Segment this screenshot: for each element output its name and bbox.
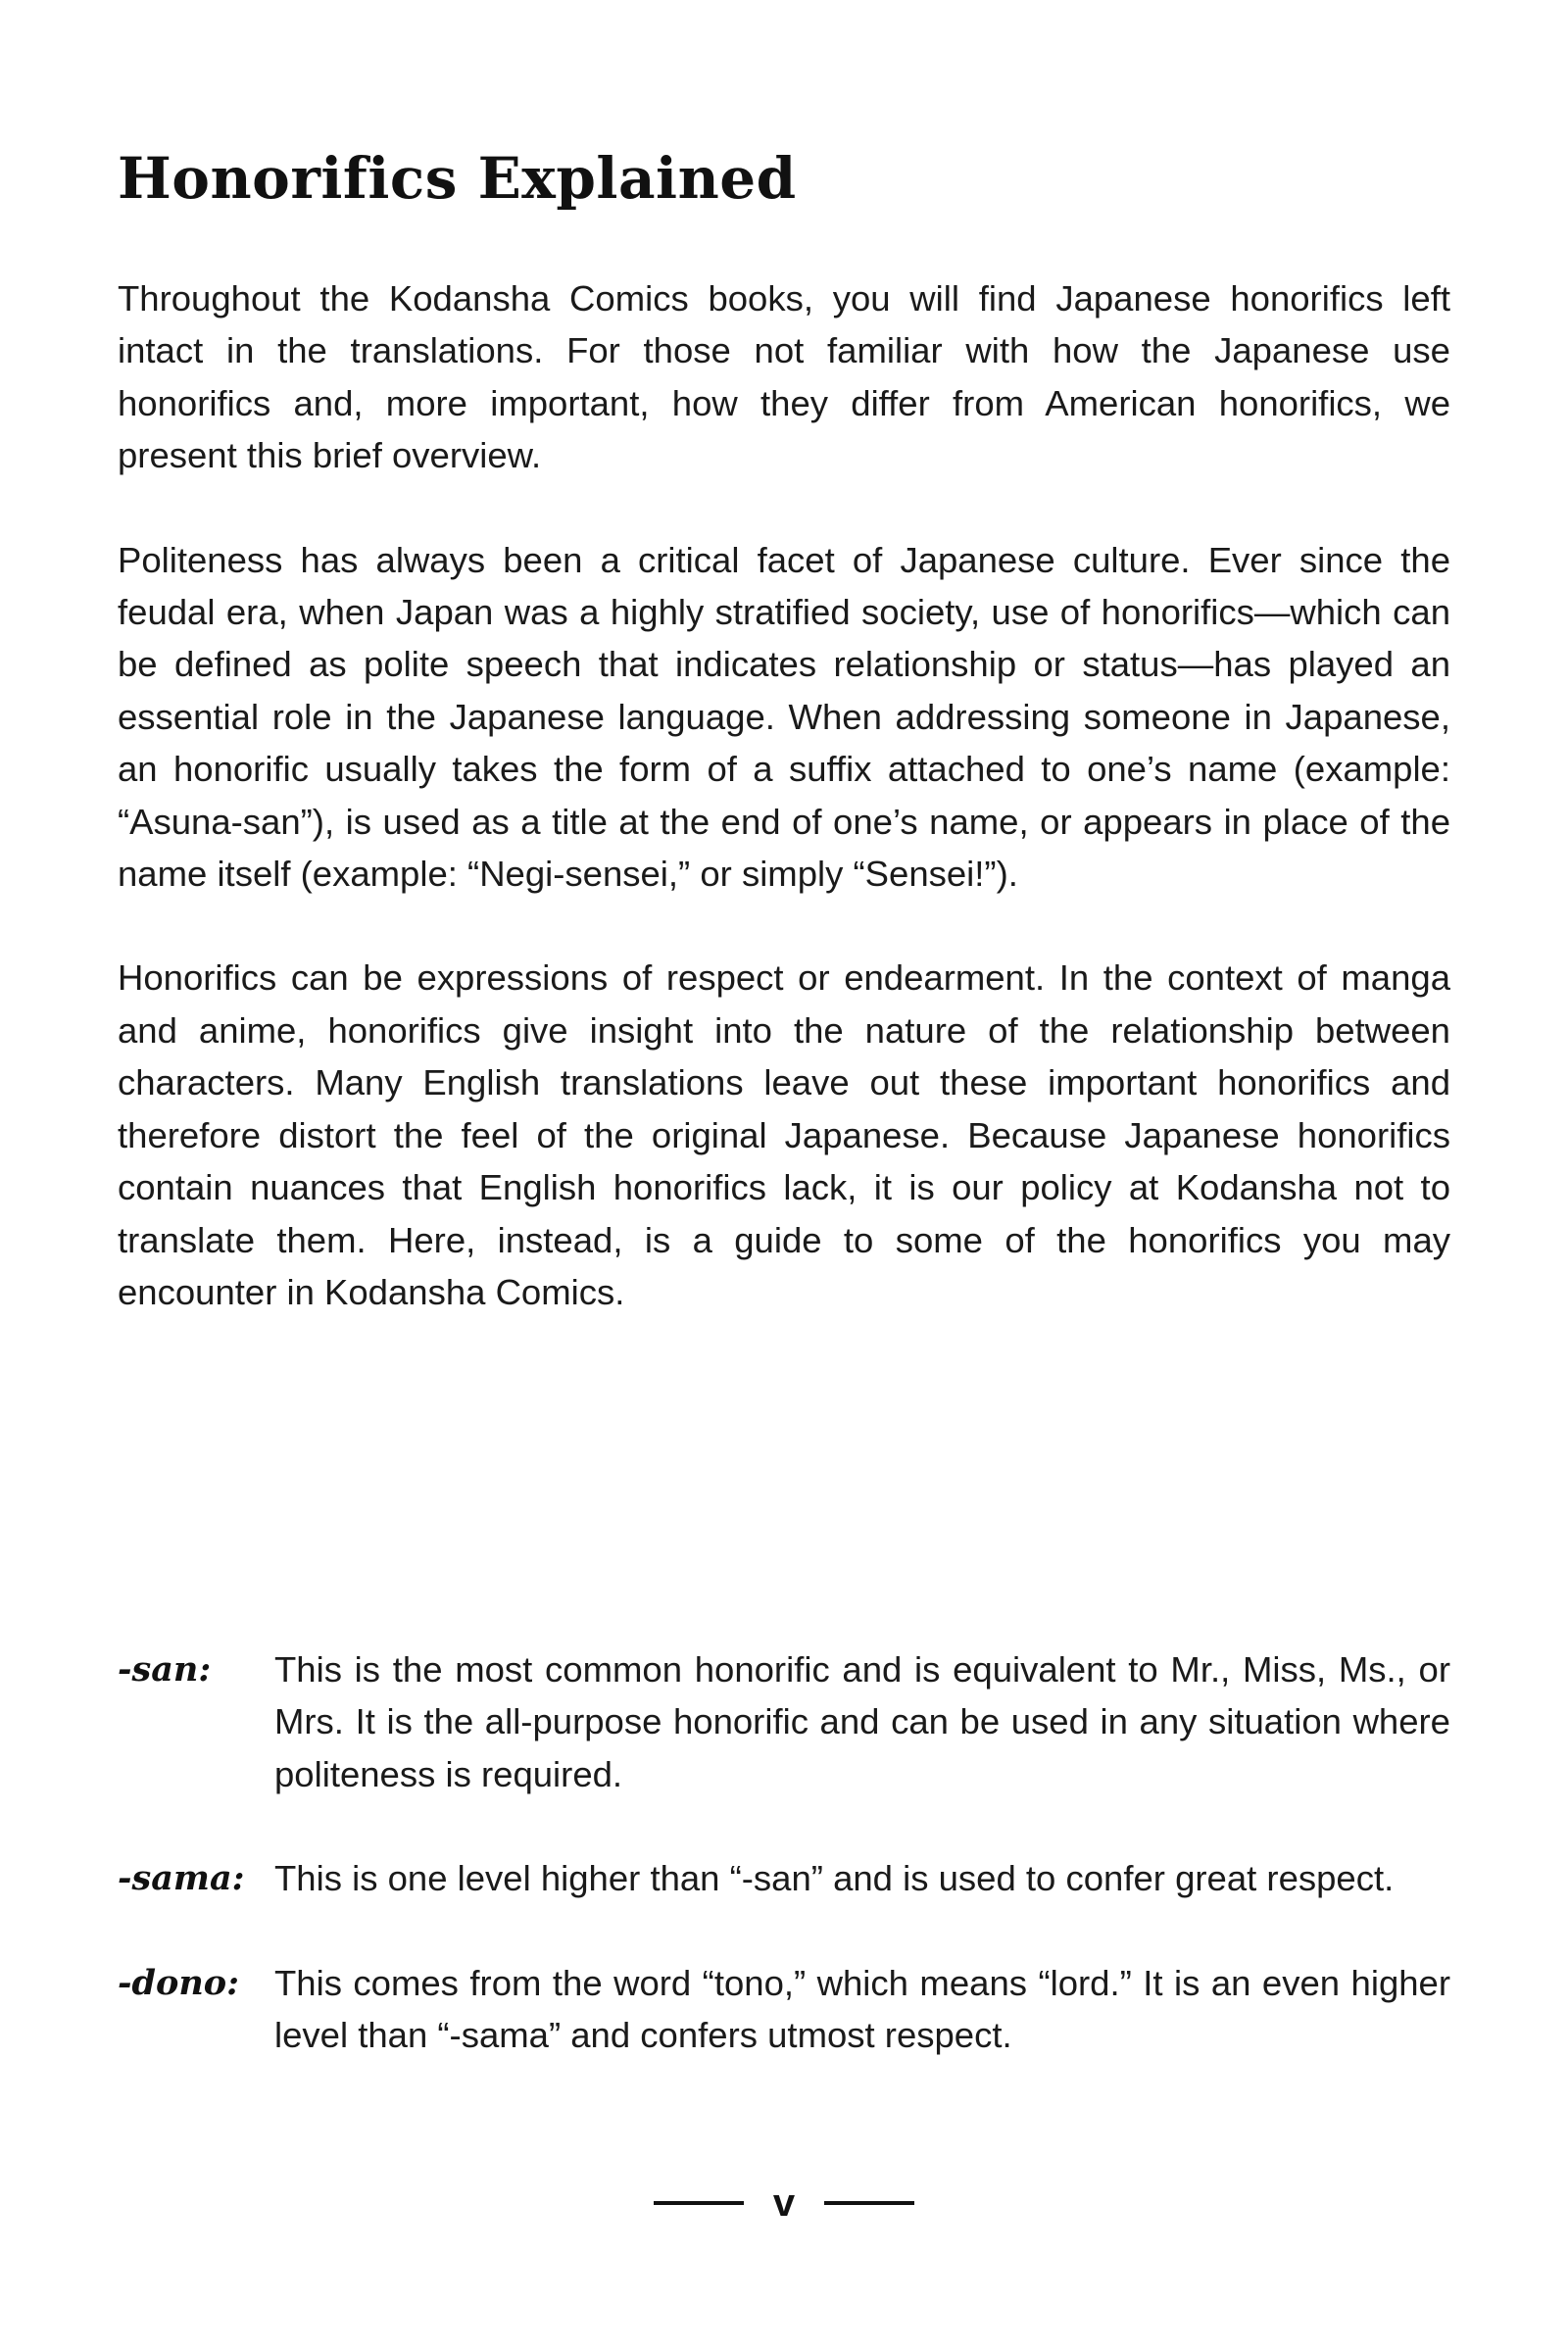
- glossary-definition: This is the most common honorific and is equivalent to Mr., Miss, Ms., or Mrs. It is the all-purpose honorific and can be used in any situation where politeness is required.: [274, 1649, 1450, 1794]
- glossary-definition: This comes from the word “tono,” which means “lord.” It is an even higher level than “-sama” and confers utmost respect.: [274, 1962, 1450, 2056]
- page-folio: [118, 2183, 1450, 2223]
- page-title: Honorifics Explained: [118, 145, 797, 212]
- glossary-entry-dono: [118, 1957, 1450, 2062]
- page-number: v: [772, 2181, 796, 2225]
- glossary-definition: This is one level higher than “-san” and is used to confer great respect.: [274, 1858, 1395, 1899]
- folio-rule-right: [824, 2201, 914, 2205]
- intro-paragraph-3: Honorifics can be expressions of respect or endearment. In the context of manga and anime, honorifics give insight into the nature of the relationship between characters. Many English translations leave out these important honorifics and therefore distort the feel of the original Japanese. Because Japanese honorifics contain nuances that English honorifics lack, it is our policy at Kodansha not to translate them. Here, instead, is a guide to some of the honorifics you may encounter in Kodansha Comics.: [118, 957, 1450, 1312]
- intro-paragraph-1: Throughout the Kodansha Comics books, you will find Japanese honorifics left intact in the translations. For those not familiar with how the Japanese use honorifics and, more important, how they differ from American honorifics, we present this brief overview.: [118, 278, 1450, 476]
- glossary-entry-san: [118, 1643, 1450, 1800]
- honorifics-glossary: [118, 1643, 1450, 2113]
- glossary-term: -sama:: [118, 1858, 245, 1899]
- glossary-entry-sama: [118, 1852, 1450, 1904]
- intro-paragraph-2: Politeness has always been a critical facet of Japanese culture. Ever since the feudal era, when Japan was a highly stratified society, use of honorifics—which can be defined as polite speech that indicates relationship or status—has played an essential role in the Japanese language. When addressing someone in Japanese, an honorific usually takes the form of a suffix attached to one’s name (example: “Asuna-san”), is used as a title at the end of one’s name, or appears in place of the name itself (example: “Negi-sensei,” or simply “Sensei!”).: [118, 539, 1450, 895]
- book-page: [118, 0, 1450, 2352]
- intro-section: [118, 272, 1450, 1370]
- folio-rule-left: [654, 2201, 744, 2205]
- glossary-term: -san:: [118, 1649, 212, 1690]
- glossary-term: -dono:: [118, 1962, 240, 2003]
